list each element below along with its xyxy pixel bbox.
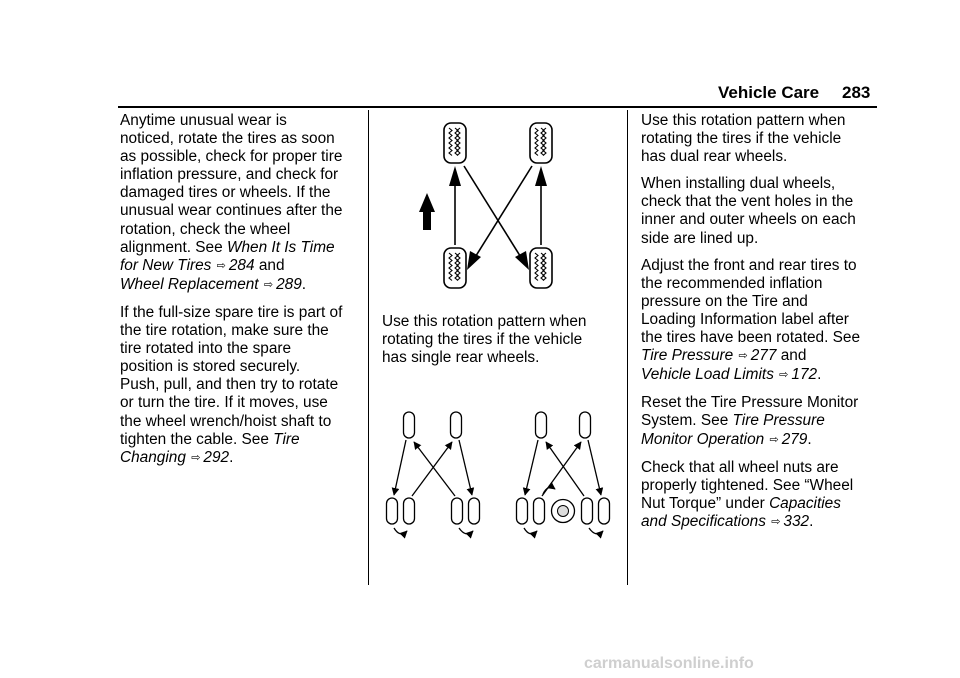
header-rule [118, 106, 877, 108]
dual-rear-rotation-diagram [372, 400, 622, 550]
arrow-head-icon [467, 251, 481, 270]
text-line: rotating the tires if the vehicle [382, 331, 583, 349]
text-line: properly tightened. See “Wheel [641, 476, 854, 494]
page-ref-arrow-icon: ⇨ [771, 515, 781, 528]
text-line: the wheel wrench/hoist shaft to [120, 412, 332, 430]
text-line: If the full-size spare tire is part of [120, 303, 343, 321]
text-line: Tire Pressure ⇨ 277 and [641, 347, 807, 365]
link-capacities[interactable]: Capacities [769, 494, 841, 512]
rear-tire-icon [404, 498, 415, 524]
page-ref-292[interactable]: 292 [203, 448, 230, 466]
front-right-tire-icon [451, 412, 462, 438]
text-line: Monitor Operation ⇨ 279. [641, 430, 812, 448]
text-line: for New Tires ⇨ 284 and [120, 256, 285, 274]
text-line: Changing ⇨ 292. [120, 448, 234, 466]
page-ref-279[interactable]: 279 [781, 430, 808, 448]
page-number: 283 [842, 83, 871, 102]
text-line: position is stored securely. [120, 358, 301, 376]
text-line: Wheel Replacement ⇨ 289. [120, 275, 307, 293]
column-2-caption [382, 313, 622, 376]
rear-tire-icon [517, 498, 528, 524]
link-new-tires-cont[interactable]: for New Tires [120, 256, 212, 274]
front-right-tire-icon [580, 412, 591, 438]
paragraph-dual-rear [641, 112, 881, 166]
link-capacities-cont[interactable]: and Specifications [641, 512, 766, 530]
text-line: inflation pressure, and check for [120, 166, 339, 184]
single-rear-rotation-diagram [369, 110, 629, 310]
page-ref-arrow-icon: ⇨ [738, 350, 748, 363]
text-line: or turn the tire. If it moves, use [120, 394, 328, 412]
page-ref-arrow-icon: ⇨ [263, 278, 274, 291]
front-left-tire-icon [444, 123, 466, 163]
link-new-tires[interactable]: When It Is Time [226, 238, 335, 256]
page-ref-277[interactable]: 277 [750, 347, 777, 365]
link-tire-changing[interactable]: Tire [273, 430, 300, 448]
text-line: Adjust the front and rear tires to [641, 256, 857, 274]
arrow-head-icon [535, 166, 547, 186]
paragraph-wheel-nuts [641, 459, 881, 532]
rear-tire-icon [469, 498, 480, 524]
rear-left-tire-icon [444, 248, 466, 288]
arrow-head-icon [515, 251, 529, 270]
text-line: tighten the cable. See Tire [120, 430, 300, 448]
paragraph-reset-tpms [641, 394, 881, 449]
text-line: damaged tires or wheels. If the [120, 184, 331, 202]
text-line: inner and outer wheels on each [641, 211, 856, 229]
text-line: has single rear wheels. [382, 349, 540, 367]
text-line: side are lined up. [641, 229, 759, 247]
text-line: the recommended inflation [641, 274, 823, 292]
watermark-text: carmanualsonline.info [584, 655, 754, 672]
text-line: noticed, rotate the tires as soon [120, 130, 335, 148]
link-tpms-operation-cont[interactable]: Monitor Operation [641, 430, 765, 448]
text-line: and Specifications ⇨ 332. [641, 512, 814, 530]
arrow-head-icon [449, 166, 461, 186]
link-vehicle-load-limits[interactable]: Vehicle Load Limits [641, 366, 774, 384]
paragraph-spare [120, 304, 365, 468]
link-wheel-replacement[interactable]: Wheel Replacement [120, 275, 259, 293]
text-line: Use this rotation pattern when [641, 112, 846, 129]
text-line: alignment. See When It Is Time [120, 238, 335, 256]
column-1 [120, 112, 365, 477]
page-ref-arrow-icon: ⇨ [216, 259, 226, 272]
page-ref-284[interactable]: 284 [228, 256, 255, 274]
text-line: Check that all wheel nuts are [641, 458, 839, 476]
rear-tire-icon [387, 498, 398, 524]
page-ref-arrow-icon: ⇨ [779, 369, 789, 382]
link-tire-pressure[interactable]: Tire Pressure [641, 347, 734, 365]
caption-single-rear [382, 313, 622, 367]
text-line: Push, pull, and then try to rotate [120, 376, 339, 394]
rear-tire-icon [452, 498, 463, 524]
text-line: Vehicle Load Limits ⇨ 172. [641, 366, 822, 384]
text-line: has dual rear wheels. [641, 148, 788, 166]
rear-tire-icon [534, 498, 545, 524]
rear-tire-icon [599, 498, 610, 524]
text-line: unusual wear continues after the [120, 202, 343, 220]
front-left-tire-icon [404, 412, 415, 438]
text-line: as possible, check for proper tire [120, 148, 343, 166]
text-line: Nut Torque” under Capacities [641, 494, 841, 512]
page-ref-289[interactable]: 289 [276, 275, 302, 293]
front-left-tire-icon [536, 412, 547, 438]
text-line: Loading Information label after [641, 310, 849, 328]
paragraph-dual-install [641, 175, 881, 247]
section-title: Vehicle Care [718, 83, 820, 102]
text-line: tire rotated into the spare [120, 340, 292, 358]
text-line: rotating the tires if the vehicle [641, 130, 842, 148]
front-right-tire-icon [530, 123, 552, 163]
text-line: check that the vent holes in the [641, 193, 854, 211]
text-line: the tire rotation, make sure the [120, 322, 329, 340]
page-ref-172[interactable]: 172 [791, 366, 818, 384]
text-line: pressure on the Tire and [641, 292, 808, 310]
forward-direction-icon [419, 193, 435, 230]
page-ref-arrow-icon: ⇨ [191, 451, 201, 464]
page-ref-332[interactable]: 332 [783, 512, 810, 530]
paragraph-wear [120, 112, 365, 295]
link-tpms-operation[interactable]: Tire Pressure [732, 412, 825, 430]
text-line: rotation, check the wheel [120, 220, 291, 238]
text-line: Anytime unusual wear is [120, 112, 287, 129]
text-line: When installing dual wheels, [641, 175, 836, 193]
text-line: System. See Tire Pressure [641, 412, 825, 430]
paragraph-adjust-pressure [641, 257, 881, 386]
column-3 [641, 112, 881, 541]
page-ref-arrow-icon: ⇨ [769, 433, 779, 446]
rear-right-tire-icon [530, 248, 552, 288]
text-line: Use this rotation pattern when [382, 313, 587, 330]
rear-tire-icon [582, 498, 593, 524]
text-line: Reset the Tire Pressure Monitor [641, 394, 859, 412]
link-tire-changing-cont[interactable]: Changing [120, 448, 186, 466]
text-line: the tires have been rotated. See [641, 329, 861, 347]
